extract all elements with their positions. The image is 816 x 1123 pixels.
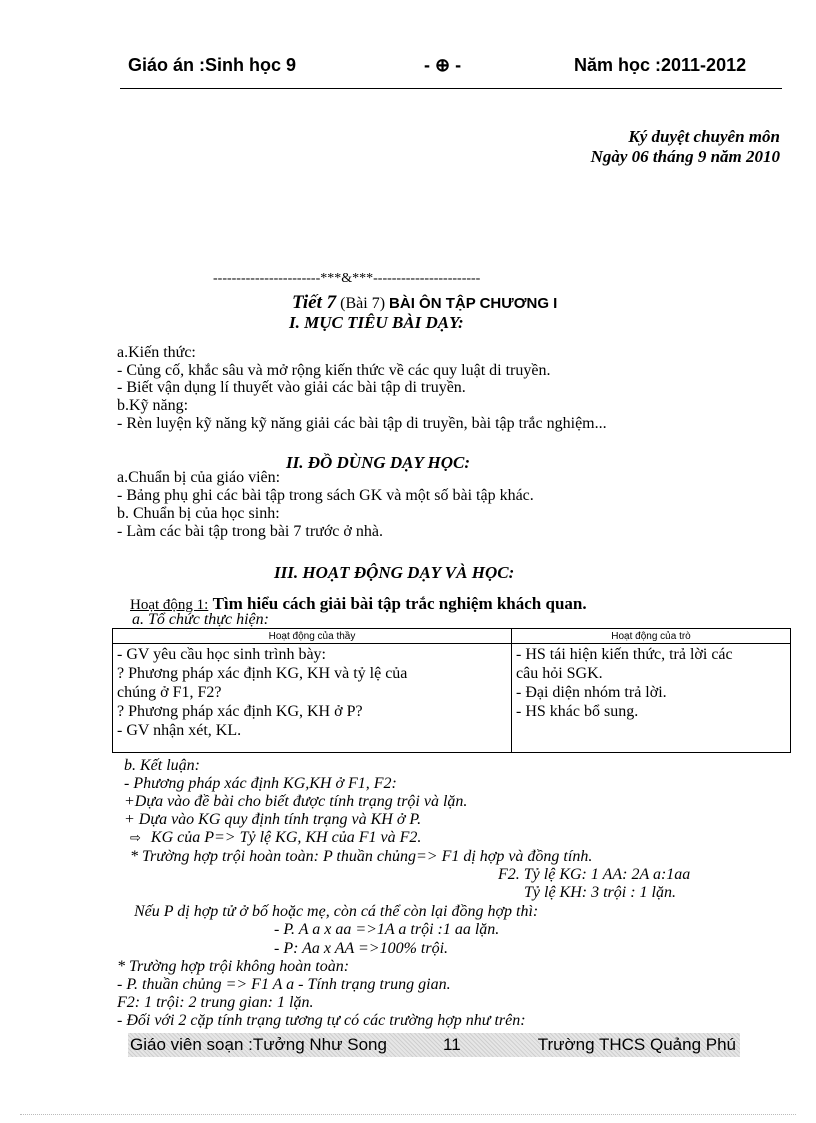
lesson-number: (Bài 7) xyxy=(340,295,386,312)
student-line: - HS khác bổ sung. xyxy=(516,703,639,720)
objectives-heading: I. MỤC TIÊU BÀI DẠY: xyxy=(289,313,464,332)
footer-school: Trường THCS Quảng Phú xyxy=(537,1035,736,1054)
activities-heading: III. HOẠT ĐỘNG DẠY VÀ HỌC: xyxy=(274,563,515,582)
lesson-title-line xyxy=(292,292,557,314)
header-divider xyxy=(120,88,782,89)
activity-table xyxy=(112,628,791,753)
activity-1-label: Hoạt động 1: xyxy=(130,597,209,613)
conclusion-line: F2: 1 trội: 2 trung gian: 1 lặn. xyxy=(117,994,314,1011)
conclusion-line: - Đối với 2 cặp tính trạng tương tự có các trường hợp như trên: xyxy=(117,1012,526,1029)
student-line: - HS tái hiện kiến thức, trả lời các xyxy=(516,646,733,663)
conclusion-line: * Trường hợp trội hoàn toàn: P thuần chủng=> F1 dị hợp và đồng tính. xyxy=(130,848,593,865)
teacher-line: - GV yêu cầu học sinh trình bày: xyxy=(117,646,326,663)
conclusion-line: - P. thuần chủng => F1 A a - Tính trạng trung gian. xyxy=(117,976,451,993)
conclusion-line: Tỷ lệ KH: 3 trội : 1 lặn. xyxy=(524,884,676,901)
conclusion-line: KG của P=> Tỷ lệ KG, KH của F1 và F2. xyxy=(150,829,422,846)
objective-line: b.Kỹ năng: xyxy=(117,397,189,414)
teacher-line: ? Phương pháp xác định KG, KH ở P? xyxy=(117,703,363,720)
teacher-line: - GV nhận xét, KL. xyxy=(117,722,242,739)
student-line: - Đại diện nhóm trả lời. xyxy=(516,684,667,701)
arrow-right-icon: ⇨ xyxy=(130,830,141,845)
teacher-activities xyxy=(113,644,512,753)
header-page-mark: - ⊕ - xyxy=(424,55,462,75)
conclusion-line: * Trường hợp trội không hoàn toàn: xyxy=(117,958,350,975)
student-column-header: Hoạt động của trò xyxy=(512,629,791,644)
conclusion-line: - P. A a x aa =>1A a trội :1 aa lặn. xyxy=(274,921,500,938)
conclusion-line: Nếu P dị hợp tử ở bố hoặc mẹ, còn cá thể còn lại đồng hợp thì: xyxy=(134,903,539,920)
conclusion-line: - Phương pháp xác định KG,KH ở F1, F2: xyxy=(124,775,397,792)
student-activities xyxy=(512,644,791,753)
conclusion-line: - P: Aa x AA =>100% trội. xyxy=(274,940,449,957)
lesson-title: BÀI ÔN TẬP CHƯƠNG I xyxy=(389,295,558,312)
materials-line: - Làm các bài tập trong bài 7 trước ở nhà. xyxy=(117,523,383,540)
conclusion-line: F2. Tỷ lệ KG: 1 AA: 2A a:1aa xyxy=(498,866,691,883)
conclusion-line: +Dựa vào đề bài cho biết được tính trạng trội và lặn. xyxy=(124,793,468,810)
objective-line: - Rèn luyện kỹ năng kỹ năng giải các bài tập di truyền, bài tập trắc nghiệm... xyxy=(117,415,607,432)
student-line: câu hỏi SGK. xyxy=(516,665,603,682)
footer-author: Giáo viên soạn :Tưởng Như Song xyxy=(130,1035,387,1054)
materials-heading: II. ĐỒ DÙNG DẠY HỌC: xyxy=(286,453,471,472)
teacher-line: ? Phương pháp xác định KG, KH và tỷ lệ của xyxy=(117,665,408,682)
activity-1-organization: a. Tổ chức thực hiện: xyxy=(132,611,269,628)
section-separator: -----------------------***&***----------------------- xyxy=(213,271,481,286)
header-left: Giáo án :Sinh học 9 xyxy=(128,55,297,75)
teacher-column-header: Hoạt động của thầy xyxy=(113,629,512,644)
objective-line: - Củng cố, khắc sâu và mở rộng kiến thức về các quy luật di truyền. xyxy=(117,362,551,379)
conclusion-line: b. Kết luận: xyxy=(124,757,200,774)
materials-line: b. Chuẩn bị của học sinh: xyxy=(117,505,280,522)
header-right: Năm học :2011-2012 xyxy=(574,55,747,75)
approval-line-2: Ngày 06 tháng 9 năm 2010 xyxy=(590,147,780,166)
objective-line: - Biết vận dụng lí thuyết vào giải các bài tập di truyền. xyxy=(117,379,466,396)
page-bottom-border xyxy=(20,1114,796,1115)
materials-line: - Bảng phụ ghi các bài tập trong sách GK và một số bài tập khác. xyxy=(117,487,534,504)
footer-page-number: 11 xyxy=(443,1035,461,1054)
approval-line-1: Ký duyệt chuyên môn xyxy=(628,127,780,146)
lesson-period: Tiết 7 xyxy=(292,292,337,313)
materials-line: a.Chuẩn bị của giáo viên: xyxy=(117,469,281,486)
conclusion-implies-line xyxy=(130,829,421,847)
page-footer xyxy=(128,1033,740,1057)
conclusion-line: + Dựa vào KG quy định tính trạng và KH ở P. xyxy=(124,811,422,828)
activity-1-title: Tìm hiểu cách giải bài tập trắc nghiệm khách quan. xyxy=(212,594,587,613)
objective-line: a.Kiến thức: xyxy=(117,344,196,361)
teacher-line: chúng ở F1, F2? xyxy=(117,684,222,701)
